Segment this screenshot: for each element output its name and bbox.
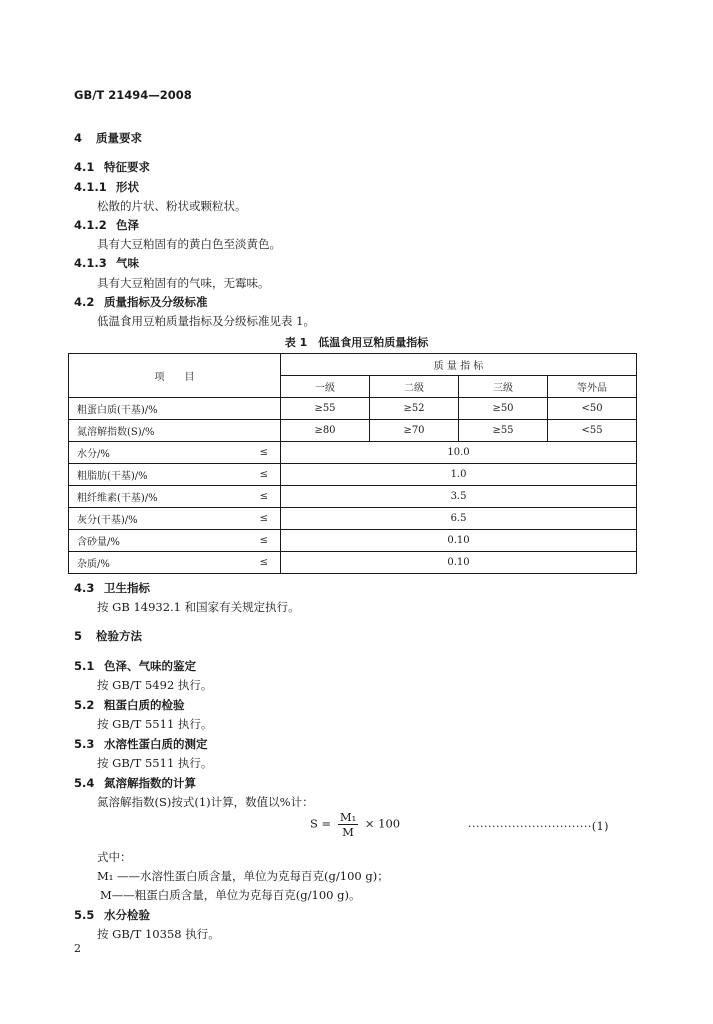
grade-value: <55	[548, 420, 637, 442]
section-heading	[74, 294, 208, 310]
header-quality-index: 质 量 指 标	[281, 354, 637, 376]
grade-header: 一级	[281, 376, 370, 398]
limit-sign: ≤	[229, 442, 281, 464]
section-number: 5.2	[74, 698, 95, 712]
body-paragraph: 氮溶解指数(S)按式(1)计算，数值以%计：	[97, 795, 314, 809]
row-label: 含砂量/%	[69, 530, 229, 552]
section-heading	[74, 736, 208, 752]
body-paragraph: M——粗蛋白质含量，单位为克每百克(g/100 g)。	[100, 888, 361, 902]
limit-value: 10.0	[281, 442, 637, 464]
grade-value: ≥55	[459, 420, 548, 442]
row-label: 灰分(干基)/%	[69, 508, 229, 530]
row-label: 杂质/%	[69, 552, 229, 574]
body-paragraph: 具有大豆粕固有的黄白色至淡黄色。	[97, 237, 281, 251]
grade-header: 二级	[370, 376, 459, 398]
section-title: 水分检验	[104, 908, 150, 922]
section-title: 质量要求	[96, 131, 142, 145]
section-number: 4	[74, 131, 83, 145]
formula-lhs: S =	[310, 816, 332, 831]
limit-value: 3.5	[281, 486, 637, 508]
limit-value: 1.0	[281, 464, 637, 486]
table-row	[69, 552, 637, 574]
section-number: 5.3	[74, 737, 95, 751]
body-paragraph: M₁ ——水溶性蛋白质含量，单位为克每百克(g/100 g)；	[97, 869, 389, 883]
formula-fraction	[338, 810, 358, 839]
section-number: 4.1.1	[74, 180, 107, 194]
table-caption: 表 1 低温食用豆粕质量指标	[284, 336, 429, 349]
section-number: 5.5	[74, 908, 95, 922]
section-number: 4.1.2	[74, 218, 107, 232]
table-row	[69, 398, 637, 420]
section-title: 卫生指标	[104, 581, 150, 595]
grade-value: ≥55	[281, 398, 370, 420]
grade-value: <50	[548, 398, 637, 420]
limit-sign: ≤	[229, 464, 281, 486]
table-header-row	[69, 354, 637, 376]
table-row	[69, 486, 637, 508]
section-title: 水溶性蛋白质的测定	[104, 737, 208, 751]
grade-value: ≥52	[370, 398, 459, 420]
nsi-formula	[310, 810, 400, 839]
limit-sign: ≤	[229, 486, 281, 508]
section-title: 氮溶解指数的计算	[104, 776, 196, 790]
section-heading	[74, 697, 185, 713]
section-heading	[74, 255, 139, 271]
section-number: 4.2	[74, 295, 95, 309]
section-heading	[74, 658, 196, 674]
body-paragraph: 式中：	[97, 850, 132, 864]
section-heading	[74, 628, 142, 644]
grade-value: ≥70	[370, 420, 459, 442]
table-row	[69, 530, 637, 552]
section-heading	[74, 159, 150, 175]
body-paragraph: 按 GB/T 5492 执行。	[97, 678, 213, 692]
section-number: 5.4	[74, 776, 95, 790]
table-row	[69, 464, 637, 486]
grade-header: 三级	[459, 376, 548, 398]
section-number: 5.1	[74, 659, 95, 673]
body-paragraph: 按 GB/T 5511 执行。	[97, 756, 213, 770]
row-label: 水分/%	[69, 442, 229, 464]
section-title: 特征要求	[104, 160, 150, 174]
section-heading	[74, 775, 196, 791]
section-heading	[74, 217, 139, 233]
section-number: 4.1.3	[74, 256, 107, 270]
table-row	[69, 420, 637, 442]
section-heading	[74, 179, 139, 195]
limit-sign: ≤	[229, 530, 281, 552]
table-row	[69, 508, 637, 530]
grade-value: ≥50	[459, 398, 548, 420]
section-title: 检验方法	[96, 629, 142, 643]
section-title: 质量指标及分级标准	[104, 295, 208, 309]
limit-value: 6.5	[281, 508, 637, 530]
section-title: 粗蛋白质的检验	[104, 698, 185, 712]
formula-denominator: M	[342, 825, 354, 839]
section-heading	[74, 907, 150, 923]
section-title: 气味	[116, 256, 139, 270]
body-paragraph: 松散的片状、粉状或颗粒状。	[97, 199, 247, 213]
body-paragraph: 按 GB/T 10358 执行。	[97, 927, 220, 941]
limit-sign: ≤	[229, 508, 281, 530]
section-number: 5	[74, 629, 83, 643]
grade-header: 等外品	[548, 376, 637, 398]
body-paragraph: 按 GB 14932.1 和国家有关规定执行。	[97, 600, 300, 614]
body-paragraph: 具有大豆粕固有的气味，无霉味。	[97, 276, 270, 290]
grade-value: ≥80	[281, 420, 370, 442]
formula-rhs: × 100	[364, 816, 401, 831]
equation-number: ·······························(1)	[468, 820, 609, 833]
quality-index-table	[68, 353, 636, 574]
section-heading	[74, 580, 150, 596]
section-title: 形状	[116, 180, 139, 194]
section-title: 色泽	[116, 218, 139, 232]
row-label: 粗纤维素(干基)/%	[69, 486, 229, 508]
page-number: 2	[74, 942, 81, 955]
section-title: 色泽、气味的鉴定	[104, 659, 196, 673]
row-label: 粗脂肪(干基)/%	[69, 464, 229, 486]
limit-value: 0.10	[281, 530, 637, 552]
limit-value: 0.10	[281, 552, 637, 574]
row-label: 粗蛋白质(干基)/%	[69, 398, 281, 420]
section-number: 4.1	[74, 160, 95, 174]
body-paragraph: 低温食用豆粕质量指标及分级标准见表 1。	[97, 314, 315, 328]
formula-numerator: M₁	[339, 810, 357, 824]
body-paragraph: 按 GB/T 5511 执行。	[97, 717, 213, 731]
table-row	[69, 442, 637, 464]
row-label: 氮溶解指数(S)/%	[69, 420, 281, 442]
header-item: 项 目	[69, 354, 281, 398]
section-number: 4.3	[74, 581, 95, 595]
document-id: GB/T 21494—2008	[74, 88, 192, 102]
limit-sign: ≤	[229, 552, 281, 574]
section-heading	[74, 130, 142, 146]
